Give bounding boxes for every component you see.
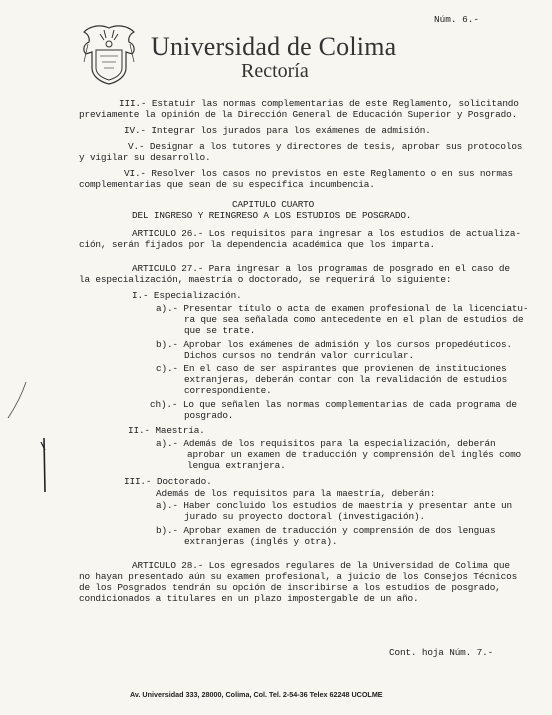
section-i-c-line-2: extranjeras, deberán contar con la revalidación de estudios <box>184 374 508 385</box>
section-ii-a-line-1: a).- Además de los requisitos para la especialización, deberán <box>156 438 496 449</box>
section-i-ch-line-2: posgrado. <box>184 410 234 421</box>
margin-stroke-mark <box>4 380 30 420</box>
article-28-line-1: ARTICULO 28.- Los egresados regulares de la Universidad de Colima que <box>132 560 510 571</box>
fraction-vi-line-1: VI.- Resolver los casos no previstos en este Reglamento o en sus normas <box>124 168 513 179</box>
chapter-title: CAPITULO CUARTO <box>232 199 315 210</box>
section-iii-b-line-1: b).- Aprobar examen de traducción y comprensión de dos lenguas <box>156 525 496 536</box>
article-27-line-1: ARTICULO 27.- Para ingresar a los programas de posgrado en el caso de <box>132 263 510 274</box>
section-i-b-line-1: b).- Aprobar los exámenes de admisión y los cursos propedéuticos. <box>156 339 512 350</box>
article-26-line-2: ción, serán fijados por la dependencia académica que los imparta. <box>79 239 435 250</box>
office-name: Rectoría <box>241 60 309 82</box>
section-i-c-line-3: correspondiente. <box>184 385 272 396</box>
section-i-ch-line-1: ch).- Lo que señalen las normas complementarias de cada programa de <box>150 399 517 410</box>
section-iii-a-line-1: a).- Haber concluido los estudios de maestría y presentar ante un <box>156 500 512 511</box>
page-number: Núm. 6.- <box>434 14 480 25</box>
section-i-a-line-1: a).- Presentar título o acta de examen profesional de la licenciatu- <box>156 303 529 314</box>
section-i-a-line-2: ra que sea señalada como antecedente en el plan de estudios de <box>184 314 524 325</box>
fraction-vi-line-2: complementarias que sean de su específica incumbencia. <box>79 179 375 190</box>
section-i-heading: I.- Especialización. <box>132 290 242 301</box>
fraction-iii-line-2: previamente la opinión de la Dirección General de Educación Superior y Posgrado. <box>79 109 518 120</box>
institution-name: Universidad de Colima <box>151 32 397 61</box>
section-iii-b-line-2: extranjeras (inglés y otra). <box>184 536 338 547</box>
article-26-line-1: ARTICULO 26.- Los requisitos para ingresar a los estudios de actualiza- <box>132 228 521 239</box>
article-27-line-2: la especialización, maestría o doctorado, se requerirá lo siguiente: <box>79 274 452 285</box>
section-i-b-line-2: Dichos cursos no tendrán valor curricular. <box>184 350 414 361</box>
university-seal-icon <box>80 22 138 86</box>
section-iii-heading: III.- Doctorado. <box>124 476 212 487</box>
section-i-a-line-3: que se trate. <box>184 325 256 336</box>
footer-address: Av. Universidad 333, 28000, Colima, Col. Tel. 2-54-36 Telex 62248 UCOLME <box>130 690 383 699</box>
section-ii-heading: II.- Maestría. <box>128 425 205 436</box>
article-28-line-4: condicionados a titulares en un plazo impostergable de un año. <box>79 593 419 604</box>
fraction-iii-line-1: III.- Estatuir las normas complementarias de este Reglamento, solicitando <box>119 98 519 109</box>
section-ii-a-line-2: aprobar un examen de traducción y comprensión del inglés como <box>187 449 522 460</box>
section-iii-intro: Además de los requisitos para la maestría, deberán: <box>156 488 436 499</box>
margin-bracket-mark <box>38 436 52 494</box>
fraction-v-line-2: y vigilar su desarrollo. <box>79 152 211 163</box>
fraction-v-line-1: V.- Designar a los tutores y directores de tesis, aprobar sus protocolos <box>128 141 523 152</box>
section-i-c-line-1: c).- En el caso de ser aspirantes que provienen de instituciones <box>156 363 507 374</box>
chapter-subtitle: DEL INGRESO Y REINGRESO A LOS ESTUDIOS DE POSGRADO. <box>132 210 412 221</box>
article-28-line-2: no hayan presentado aún su examen profesional, a juicio de los Consejos Técnicos <box>79 571 518 582</box>
fraction-iv: IV.- Integrar los jurados para los exámenes de admisión. <box>124 125 431 136</box>
continuation-note: Cont. hoja Núm. 7.- <box>389 647 494 658</box>
article-28-line-3: de los Posgrados tendrán su opción de inscribirse a los estudios de posgrado, <box>79 582 501 593</box>
section-ii-a-line-3: lengua extranjera. <box>187 460 286 471</box>
section-iii-a-line-2: jurado su proyecto doctoral (investigación). <box>184 511 425 522</box>
